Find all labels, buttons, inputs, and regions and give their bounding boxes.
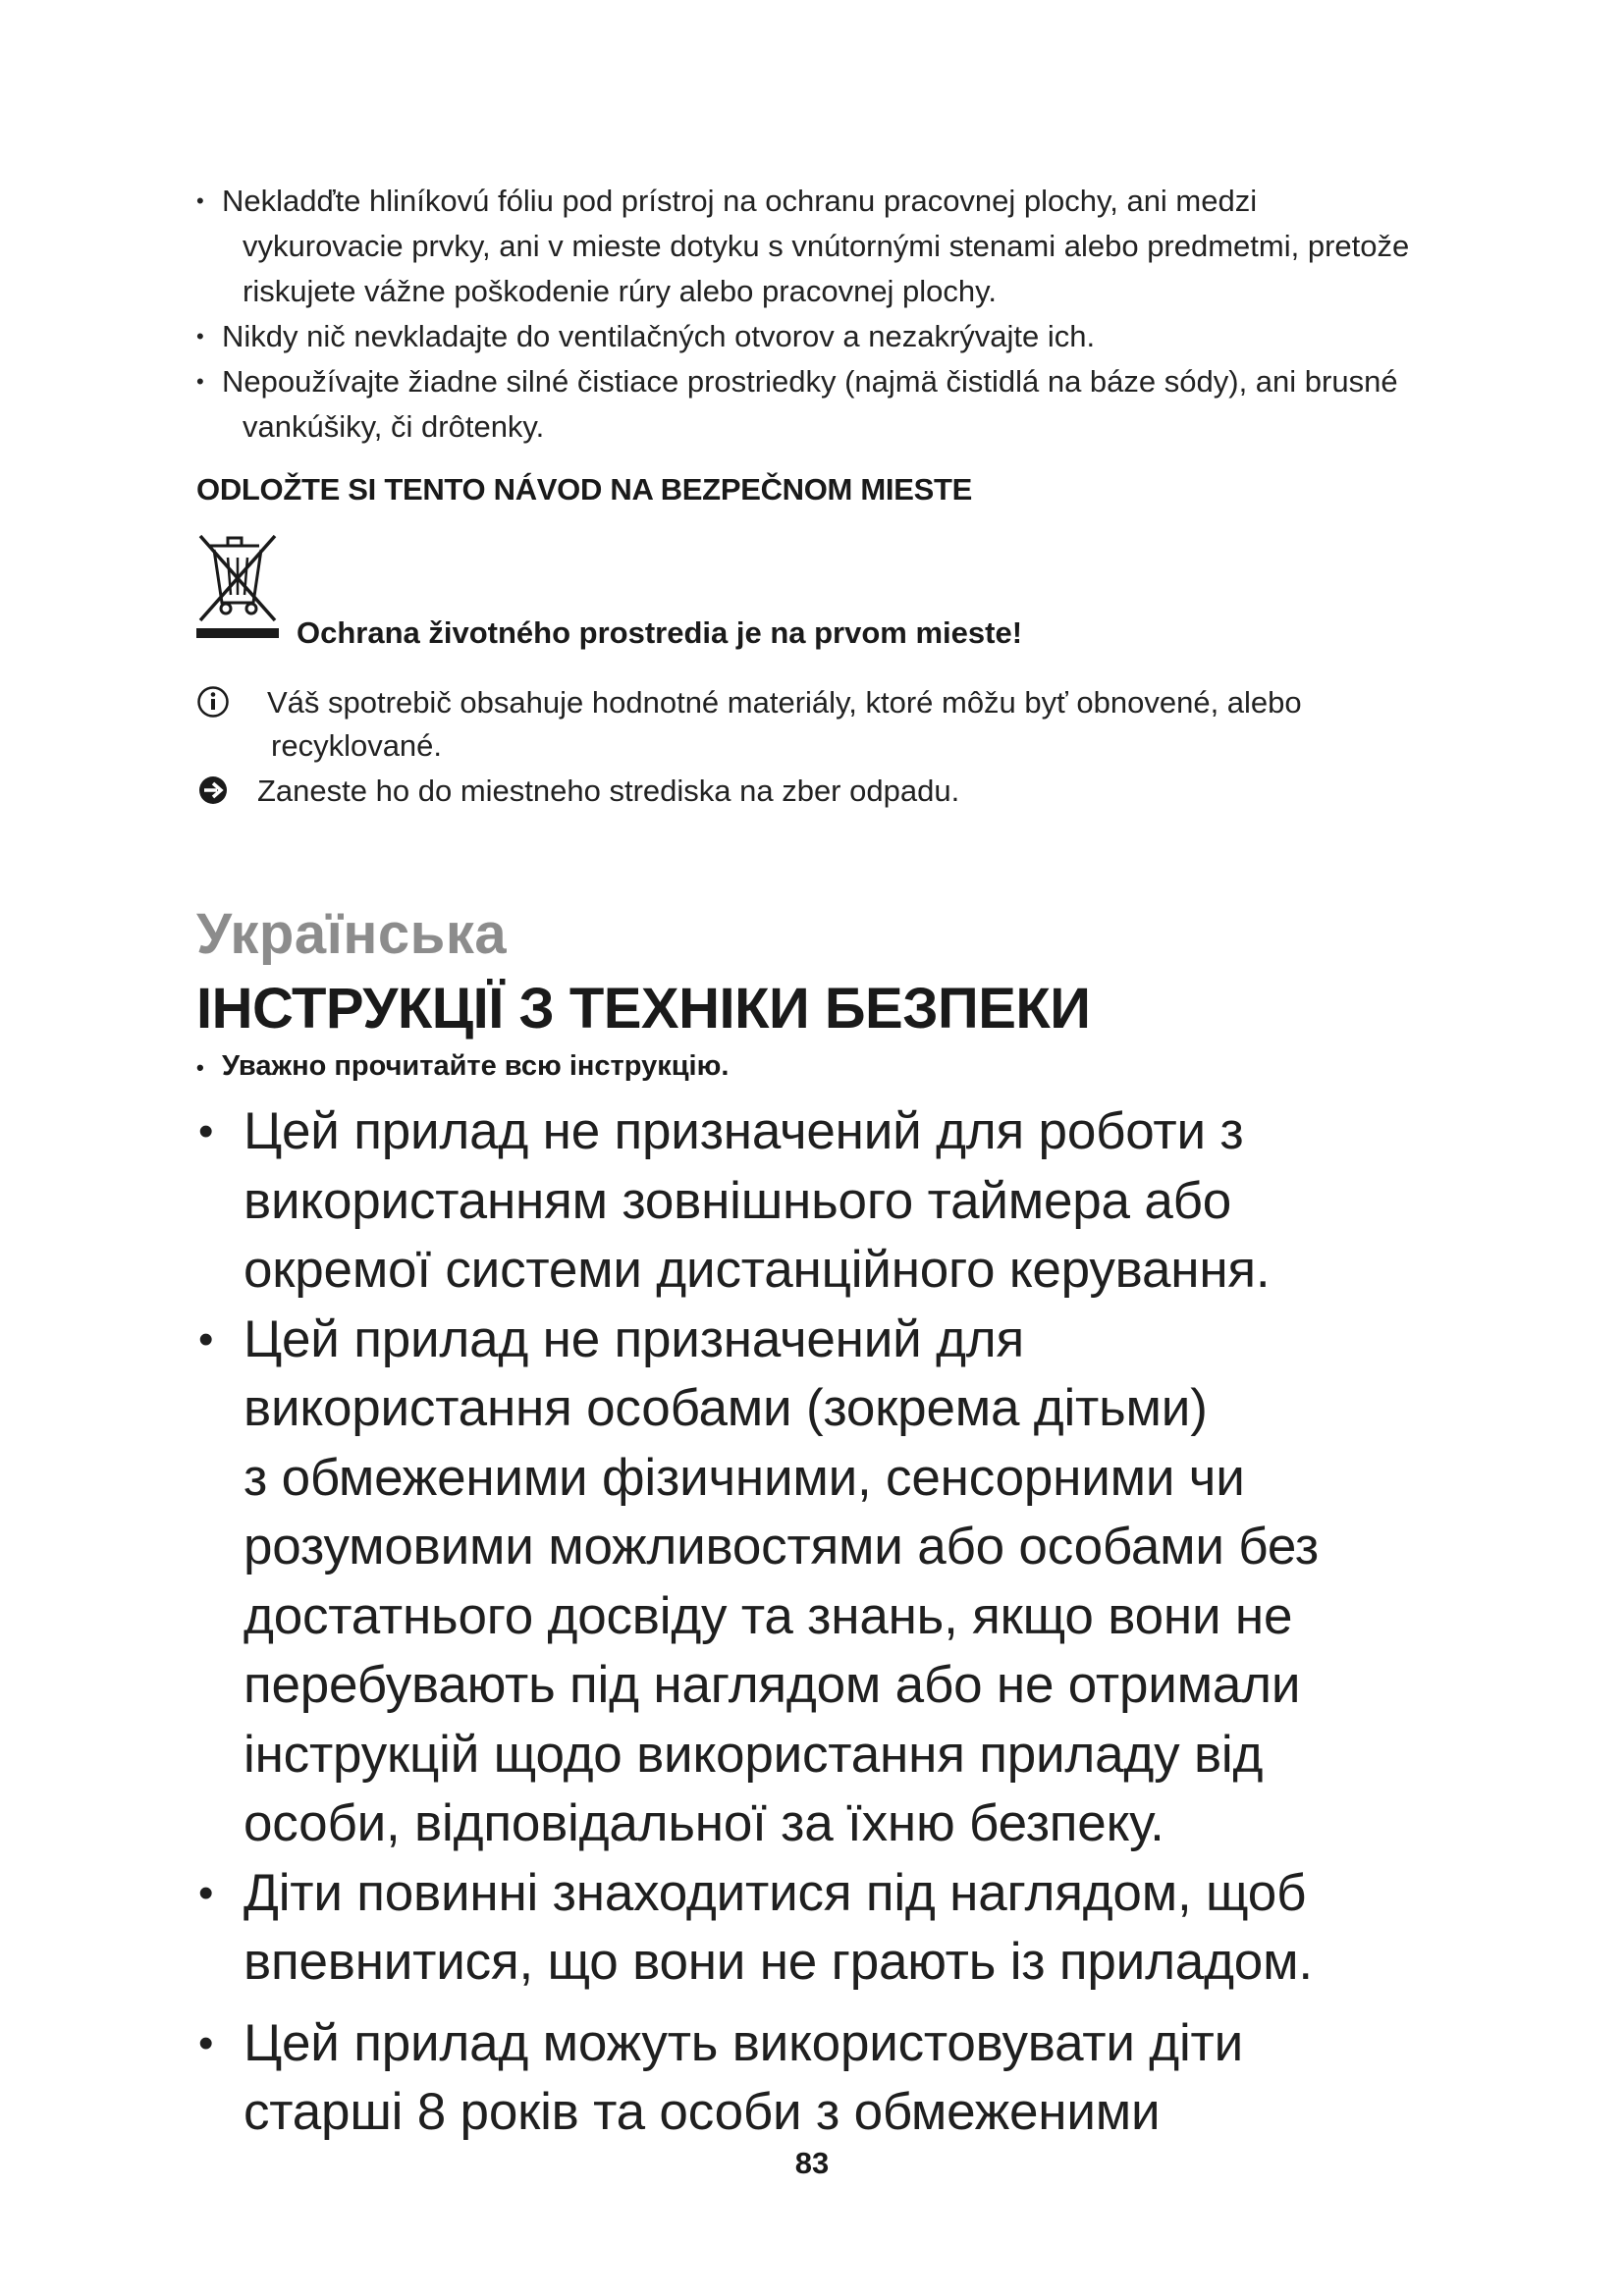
list-item [196, 179, 1512, 314]
list-item-line: Цей прилад не призначений для [244, 1309, 1025, 1368]
list-item [196, 1306, 1551, 1859]
list-item-line: Діти повинні знаходитися під наглядом, щоб [244, 1863, 1307, 1922]
list-item-line: riskujete vážne poškodenie rúry alebo pracovnej plochy. [243, 274, 997, 308]
list-item [196, 314, 1512, 359]
page-number: 83 [794, 2146, 830, 2180]
list-item-line: використання особами (зокрема дітьми) [244, 1379, 1208, 1437]
bullet-icon: • [196, 369, 204, 394]
arrow-right-icon [198, 775, 228, 805]
bullet-icon: • [198, 2018, 214, 2067]
bullet-icon: • [198, 1107, 214, 1155]
list-item [196, 2009, 1551, 2148]
crossed-out-bin-icon [196, 530, 279, 640]
list-item-line: перебувають під наглядом або не отримали [244, 1656, 1301, 1714]
slovak-bullet-list [196, 179, 1512, 450]
read-instructions-note [196, 1050, 729, 1083]
info-text-line: Váš spotrebič obsahuje hodnotné materiály, ktoré môžu byť obnovené, alebo [267, 685, 1302, 720]
list-item-line: впевнитися, що вони не грають із приладом. [244, 1933, 1313, 1991]
list-item-line: інструкцій щодо використання приладу від [244, 1725, 1264, 1784]
list-item-line: Цей прилад можуть використовувати діти [244, 2013, 1244, 2072]
list-item-line: окремої системи дистанційного керування. [244, 1241, 1271, 1299]
list-item-line: Nekladďte hliníkovú fóliu pod prístroj na ochranu pracovnej plochy, ani medzi [222, 184, 1258, 218]
list-item-line: vykurovacie prvky, ani v mieste dotyku s vnútornými stenami alebo predmetmi, pretože [243, 229, 1410, 263]
recycle-text: Zaneste ho do miestneho strediska na zber odpadu. [257, 774, 960, 808]
bullet-icon: • [198, 1314, 214, 1363]
list-item-line: з обмеженими фізичними, сенсорними чи [244, 1448, 1245, 1507]
list-item-line: Nikdy nič nevkladajte do ventilačných otvorov a nezakrývajte ich. [222, 319, 1096, 353]
language-heading: Українська [196, 902, 508, 966]
bullet-icon: • [196, 1055, 204, 1080]
list-item-line: використанням зовнішнього таймера або [244, 1171, 1232, 1230]
list-item [196, 359, 1512, 450]
list-item-line: Цей прилад не призначений для роботи з [244, 1102, 1244, 1160]
list-item [196, 1859, 1551, 1998]
list-item-line: старші 8 років та особи з обмеженими [244, 2083, 1161, 2141]
list-item-line: розумовими можливостями або особами без [244, 1518, 1320, 1575]
bullet-icon: • [196, 188, 204, 213]
ukrainian-bullet-list [196, 1097, 1551, 2148]
keep-manual-heading: ODLOŽTE SI TENTO NÁVOD NA BEZPEČNOM MIESTE [196, 472, 972, 507]
bullet-icon: • [196, 324, 204, 348]
list-item-line: достатнього досвіду та знань, якщо вони не [244, 1586, 1293, 1645]
bullet-icon: • [198, 1868, 214, 1917]
environment-title: Ochrana životného prostredia je na prvom mieste! [297, 615, 1023, 650]
note-text: Уважно прочитайте всю інструкцію. [222, 1050, 730, 1082]
info-text-line: recyklované. [271, 728, 443, 763]
info-icon [196, 685, 230, 719]
list-item [196, 1097, 1551, 1306]
list-item-line: особи, відповідальної за їхню безпеку. [244, 1794, 1164, 1852]
safety-instructions-title: ІНСТРУКЦІЇ З ТЕХНІКИ БЕЗПЕКИ [196, 977, 1091, 1041]
list-item-line: vankúšiky, či drôtenky. [243, 409, 545, 444]
list-item-line: Nepoužívajte žiadne silné čistiace prostriedky (najmä čistidlá na báze sódy), ani brusné [222, 364, 1398, 399]
